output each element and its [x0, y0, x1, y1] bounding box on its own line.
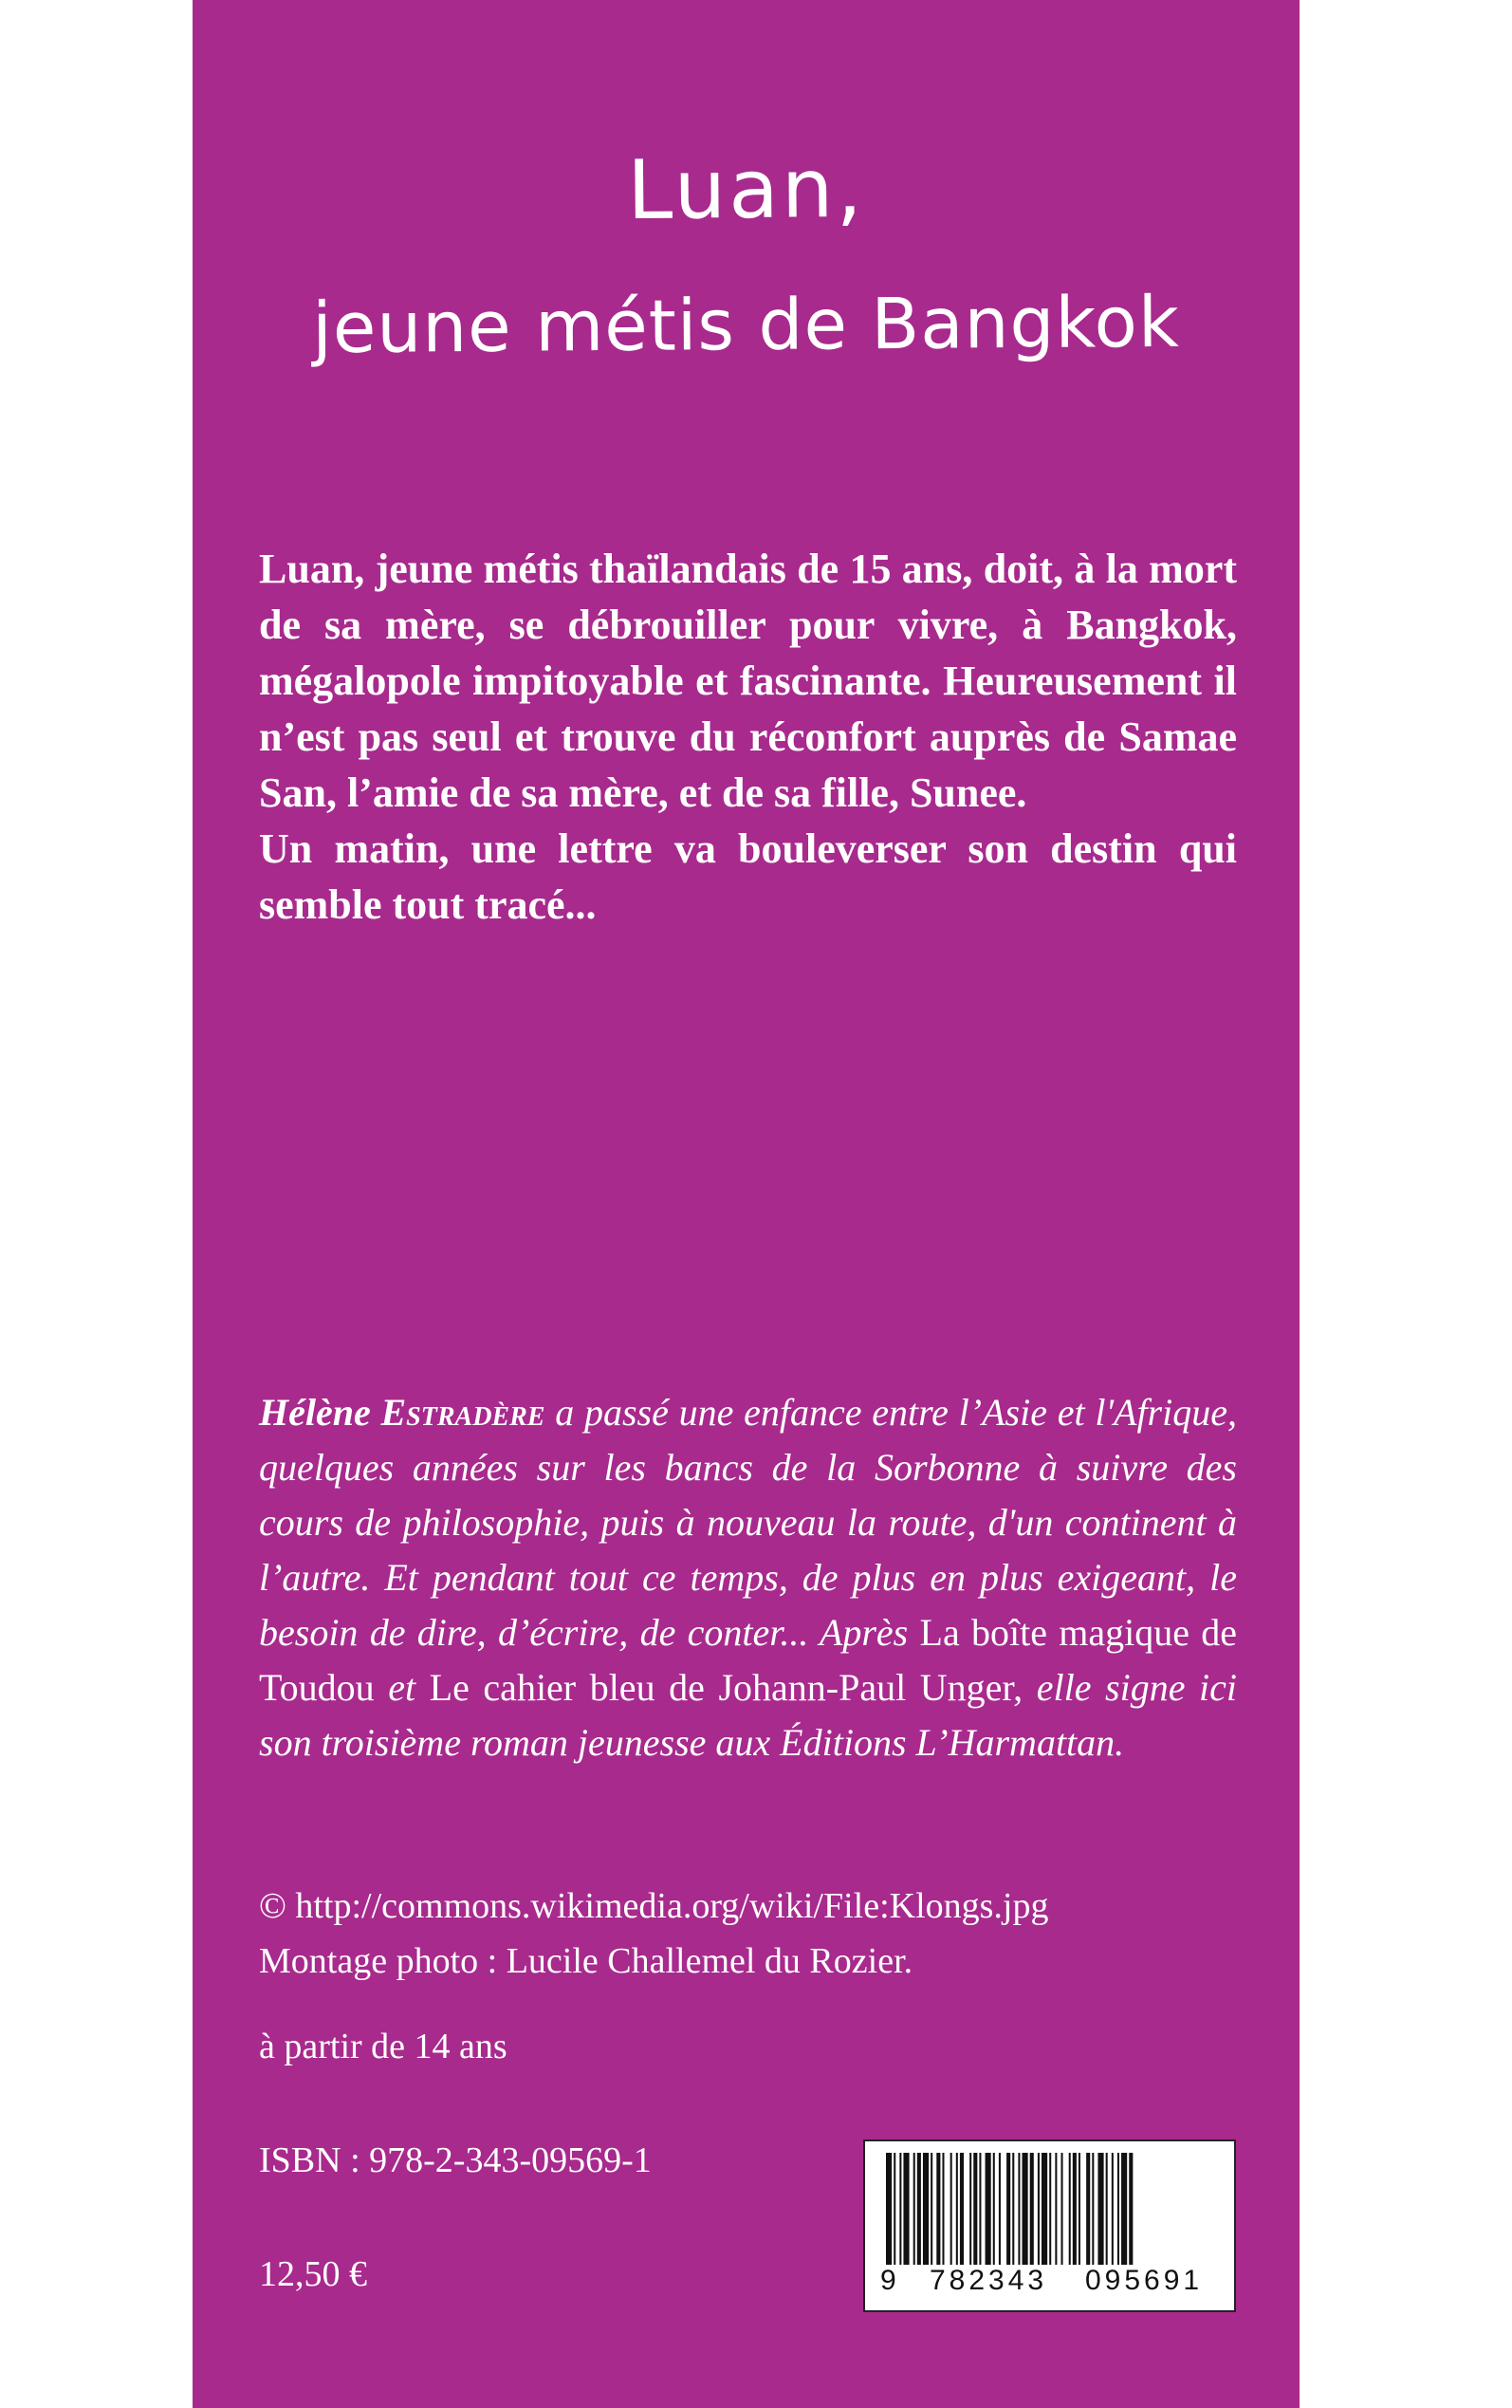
barcode-bar: [936, 2153, 940, 2265]
back-cover: [193, 0, 1300, 2408]
barcode-bar: [1018, 2153, 1020, 2265]
barcode-bar: [931, 2153, 932, 2265]
isbn: ISBN : 978-2-343-09569-1: [259, 2140, 652, 2180]
book-title-1: La boîte magique de Toudou: [259, 1611, 1238, 1709]
barcode-bar: [1073, 2153, 1077, 2265]
barcode-bar: [1112, 2153, 1114, 2265]
blurb: [259, 541, 1237, 933]
barcode-bar: [1092, 2153, 1094, 2265]
author-bio-part-1: a passé une enfance entre l’Asie et l'Afrique, quelques années sur les bancs de la Sorbonne à suivre des cours de philosophie, puis à nouveau la route, d'un continent à l’autre. Et pendant tout ce temps, de plus en plus exigeant, le besoin de dire, d’écrire, de conter...: [259, 1391, 1237, 1654]
barcode-bar: [886, 2153, 892, 2265]
barcode-bar: [942, 2153, 944, 2265]
author-last-name: Estradère: [380, 1391, 545, 1434]
after-word: Après: [819, 1611, 909, 1654]
barcode-group-2: 095691: [1085, 2265, 1204, 2296]
barcode-bar: [913, 2153, 915, 2265]
barcode-bar: [1129, 2153, 1133, 2265]
barcode-bar: [1012, 2153, 1014, 2265]
barcode-digit-first: 9: [880, 2265, 896, 2296]
barcode: [863, 2139, 1236, 2312]
barcode-bar: [917, 2153, 921, 2265]
book-title-2: Le cahier bleu de Johann-Paul Unger,: [429, 1666, 1023, 1709]
barcode-bar: [1097, 2153, 1103, 2265]
barcode-bar: [1038, 2153, 1040, 2265]
barcode-bar: [1006, 2153, 1010, 2265]
barcode-bar: [950, 2153, 952, 2265]
barcode-bar: [1030, 2153, 1034, 2265]
barcode-group-1: 782343: [930, 2265, 1048, 2296]
title-line-1: Luan,: [626, 140, 866, 239]
barcode-bar: [1106, 2153, 1108, 2265]
and-word: et: [388, 1666, 416, 1709]
barcode-bar: [999, 2153, 1001, 2265]
author-bio-part-2: elle signe ici son troisième roman jeunesse aux Éditions L’Harmattan.: [259, 1666, 1238, 1764]
blurb-paragraph-2: Un matin, une lettre va bouleverser son destin qui semble tout tracé...: [259, 825, 1237, 928]
author-first-name: Hélène: [259, 1391, 371, 1434]
barcode-bar: [956, 2153, 958, 2265]
barcode-bar: [1042, 2153, 1047, 2265]
barcode-bar: [1069, 2153, 1071, 2265]
barcode-bar: [903, 2153, 909, 2265]
barcode-bar: [1086, 2153, 1090, 2265]
age-range: à partir de 14 ans: [259, 2027, 507, 2066]
credit-line-1: © http://commons.wikimedia.org/wiki/File:Klongs.jpg: [259, 1886, 1049, 1926]
barcode-bar: [993, 2153, 995, 2265]
barcode-bar: [1079, 2153, 1080, 2265]
barcode-bar: [923, 2153, 929, 2265]
author-bio: [259, 1385, 1237, 1770]
price: 12,50 €: [259, 2254, 367, 2294]
barcode-bar: [979, 2153, 981, 2265]
title-line-2: jeune métis de Bangkok: [311, 281, 1181, 370]
barcode-bar: [1121, 2153, 1127, 2265]
blurb-paragraph-1: Luan, jeune métis thaïlandais de 15 ans, doit, à la mort de sa mère, se débrouiller pour vivre, à Bangkok, mégalopole impitoyable et fascinante. Heureusement il n’est pas seul et trouve du réconfort auprès de Samae San, l’amie de sa mère, et de sa fille, Sunee.: [259, 546, 1237, 816]
barcode-bars: [882, 2153, 1220, 2265]
barcode-bar: [986, 2153, 991, 2265]
barcode-bar: [1061, 2153, 1063, 2265]
barcode-bar: [1049, 2153, 1051, 2265]
barcode-bar: [973, 2153, 977, 2265]
credit-line-2: Montage photo : Lucile Challemel du Rozier.: [259, 1941, 913, 1981]
barcode-bar: [960, 2153, 964, 2265]
barcode-bar: [899, 2153, 901, 2265]
barcode-bar: [1023, 2153, 1028, 2265]
barcode-bar: [894, 2153, 895, 2265]
barcode-bar: [1117, 2153, 1119, 2265]
photo-credits: [259, 1879, 1049, 1989]
barcode-bar: [969, 2153, 971, 2265]
barcode-bar: [1055, 2153, 1057, 2265]
